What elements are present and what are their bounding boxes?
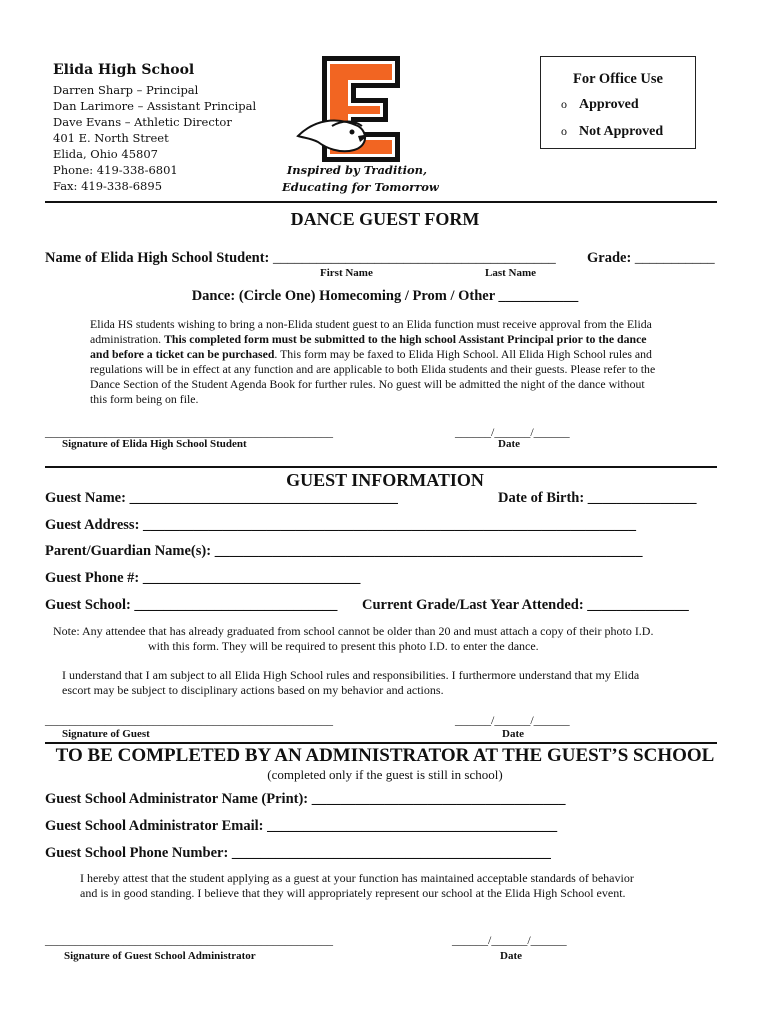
dance-selection[interactable]: Dance: (Circle One) Homecoming / Prom / Other ___________ — [191, 288, 579, 304]
not-approved-label: Not Approved — [579, 124, 664, 139]
admin-email-field[interactable]: Guest School Administrator Email: ________________________________________ — [45, 818, 558, 834]
student-name-blank[interactable]: _______________________________________ — [273, 250, 556, 266]
header-divider — [45, 201, 717, 203]
city-state-zip: Elida, Ohio 45807 — [53, 147, 158, 161]
student-name-label: Name of Elida High School Student: — [45, 250, 270, 266]
student-signature-line[interactable]: ________________________________________________ — [45, 425, 333, 439]
admin-name-field[interactable]: Guest School Administrator Name (Print): ___________________________________ — [45, 791, 566, 807]
guest-dob-field[interactable]: Date of Birth: _______________ — [498, 490, 697, 506]
not-approved-option[interactable] — [561, 124, 663, 140]
tagline-line-1: Inspired by Tradition, — [286, 163, 428, 177]
first-name-caption: First Name — [320, 267, 373, 279]
admin-section-subtitle: (completed only if the guest is still in school) — [267, 767, 503, 782]
student-date-line[interactable]: ______/______/______ — [455, 425, 570, 439]
office-use-title: For Office Use — [573, 71, 663, 87]
instructions-line-4: regulations will be in effect at any function and are applicable to both Elida students and their guests. Please refer to the — [90, 362, 656, 376]
school-name: Elida High School — [53, 62, 195, 78]
guest-date-line[interactable]: ______/______/______ — [455, 713, 570, 727]
guardian-name-field[interactable]: Parent/Guardian Name(s): ___________________________________________________________ — [45, 543, 643, 559]
instructions-line-5: Dance Section of the Student Agenda Book for further rules. No guest will be admitted the night of the dance without — [90, 377, 645, 391]
principal-line: Darren Sharp – Principal — [53, 83, 199, 97]
not-approved-checkbox-icon[interactable]: o — [561, 124, 567, 138]
instructions-line-1: Elida HS students wishing to bring a non-Elida student guest to an Elida function must receive approval from the Elida — [90, 317, 652, 331]
guest-address-field[interactable]: Guest Address: ____________________________________________________________________ — [45, 517, 637, 533]
last-name-caption: Last Name — [485, 267, 537, 279]
approved-option[interactable] — [561, 97, 639, 113]
admin-date-caption: Date — [500, 950, 522, 962]
school-logo — [296, 54, 408, 164]
admin-date-line[interactable]: ______/______/______ — [452, 933, 567, 947]
street-address: 401 E. North Street — [53, 131, 169, 145]
approved-checkbox-icon[interactable]: o — [561, 97, 567, 111]
admin-signature-line[interactable]: ________________________________________________ — [45, 933, 333, 947]
guest-acknowledgement-line-1: I understand that I am subject to all Elida High School rules and responsibilities. I furthermore understand that my Elida — [62, 668, 640, 682]
phone-number: Phone: 419-338-6801 — [53, 163, 178, 177]
attestation-line-2: and is in good standing. I believe that they will appropriately represent our school at the Elida High School event. — [80, 886, 626, 900]
office-use-box — [540, 56, 696, 149]
school-contact-block — [53, 82, 256, 194]
instructions-line-2: administration. This completed form must be submitted to the high school Assistant Principal prior to the dance — [90, 332, 647, 346]
guest-info-title: GUEST INFORMATION — [286, 470, 484, 490]
approved-label: Approved — [579, 97, 639, 112]
guest-name-field[interactable]: Guest Name: _____________________________________ — [45, 490, 398, 506]
school-tagline — [282, 162, 439, 196]
instructions-line-6: this form being on file. — [90, 392, 199, 406]
student-name-field[interactable] — [45, 250, 556, 267]
grade-field[interactable] — [587, 250, 715, 267]
admin-section-title: TO BE COMPLETED BY AN ADMINISTRATOR AT THE GUEST’S SCHOOL — [55, 745, 715, 766]
admin-signature-caption: Signature of Guest School Administrator — [64, 950, 256, 962]
grade-label: Grade: — [587, 250, 632, 266]
guest-school-field[interactable]: Guest School: ____________________________ — [45, 597, 338, 613]
guest-signature-line[interactable]: ________________________________________________ — [45, 713, 333, 727]
assistant-principal-line: Dan Larimore – Assistant Principal — [53, 99, 257, 113]
student-date-caption: Date — [498, 438, 520, 450]
age-note-line-2: with this form. They will be required to present this photo I.D. to enter the dance. — [148, 639, 539, 653]
current-grade-field[interactable]: Current Grade/Last Year Attended: ______________ — [362, 597, 689, 613]
guest-section-divider — [45, 466, 717, 468]
guest-date-caption: Date — [502, 728, 524, 740]
guest-acknowledgement-line-2: escort may be subject to disciplinary actions based on my behavior and actions. — [62, 683, 444, 697]
instructions-paragraph — [90, 317, 655, 407]
admin-phone-field[interactable]: Guest School Phone Number: ____________________________________________ — [45, 845, 551, 861]
guest-signature-caption: Signature of Guest — [62, 728, 150, 740]
grade-blank[interactable]: ___________ — [634, 250, 715, 266]
tagline-line-2: Educating for Tomorrow — [282, 180, 439, 194]
admin-section-divider — [45, 742, 717, 744]
form-title: DANCE GUEST FORM — [290, 209, 480, 229]
age-note-line-1: Note: Any attendee that has already graduated from school cannot be older than 20 and must attach a copy of their photo I.D. — [53, 624, 654, 638]
attestation-line-1: I hereby attest that the student applying as a guest at your function has maintained acceptable standards of behavior — [80, 871, 634, 885]
student-signature-caption: Signature of Elida High School Student — [62, 438, 247, 450]
instructions-line-3: and before a ticket can be purchased. This form may be faxed to Elida High School. All Elida High School rules and — [90, 347, 652, 361]
athletic-director-line: Dave Evans – Athletic Director — [53, 115, 232, 129]
fax-number: Fax: 419-338-6895 — [53, 179, 163, 193]
guest-phone-field[interactable]: Guest Phone #: ______________________________ — [45, 570, 361, 586]
